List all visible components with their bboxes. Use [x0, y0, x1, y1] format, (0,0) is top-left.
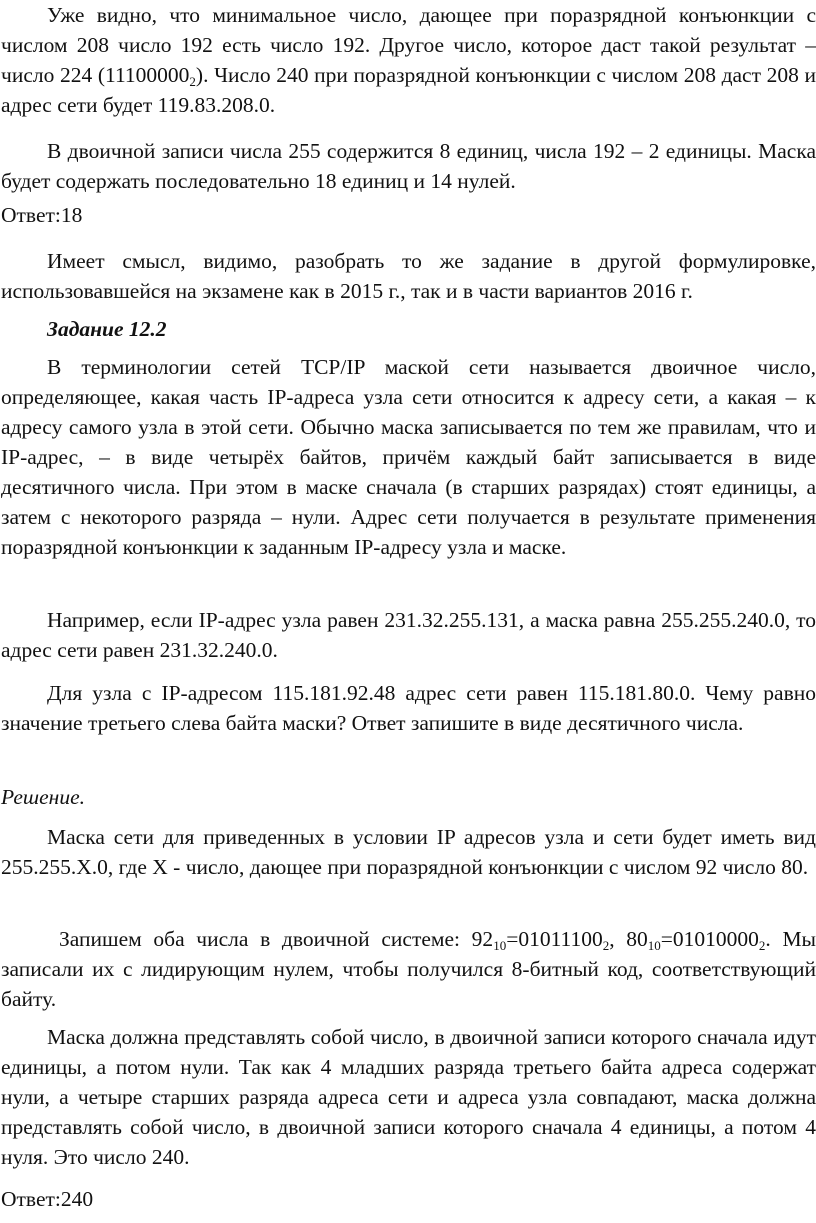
- paragraph-mask-form: Маска сети для приведенных в условии IP адресов узла и сети будет иметь вид 255.255.X.0, где X - число, дающее при поразрядной конъюнкции с числом 92 число 80.: [1, 825, 816, 879]
- solution-label: Решение.: [1, 785, 86, 809]
- paragraph-mask-reasoning: Маска должна представлять собой число, в двоичной записи которого сначала идут единицы, а потом нули. Так как 4 младших разряда третьего байта адреса содержат нули, а четыре старших разряда адреса сети и адреса узла совпадают, маска должна представлять собой число, в двоичной записи которого сначала 4 единицы, а потом 4 нуля. Это число 240.: [1, 1025, 816, 1169]
- paragraph-example: Например, если IP-адрес узла равен 231.32.255.131, а маска равна 255.255.240.0, то адрес сети равен 231.32.240.0.: [1, 608, 816, 662]
- paragraph-alternate-formulation: Имеет смысл, видимо, разобрать то же задание в другой формулировке, использовавшейся на экзамене как в 2015 г., так и в части вариантов 2016 г.: [1, 249, 816, 303]
- paragraph-conjunction-explanation: Уже видно, что минимальное число, дающее при поразрядной конъюнкции с числом 208 число 192 есть число 192. Другое число, которое даст такой результат – число 224 $(11100000_2)$. Число 240 при поразрядной конъюнкции с числом 208 даст 208 и адрес сети будет 119.83.208.0.: [1, 3, 816, 117]
- answer-240: Ответ:240: [1, 1187, 94, 1211]
- paragraph-binary-notation: Запишем оба числа в двоичной системе: $92_{10}=01011100_2$, $80_{10}=01010000_2$. Мы записали их с лидирующим нулем, чтобы получился 8-битный код, соответствующий байту.: [1, 927, 816, 1011]
- paragraph-mask-ones: В двоичной записи числа 255 содержится 8 единиц, числа 192 – 2 единицы. Маска будет содержать последовательно 18 единиц и 14 нулей.: [1, 139, 816, 193]
- answer-18: Ответ:18: [1, 203, 83, 227]
- paragraph-question: Для узла с IP-адресом 115.181.92.48 адрес сети равен 115.181.80.0. Чему равно значение третьего слева байта маски? Ответ запишите в виде десятичного числа.: [1, 681, 816, 735]
- task-heading: Задание 12.2: [47, 317, 167, 341]
- paragraph-mask-definition: В терминологии сетей TCP/IP маской сети называется двоичное число, определяющее, какая часть IP-адреса узла сети относится к адресу сети, а какая – к адресу самого узла в этой сети. Обычно маска записывается по тем же правилам, что и IP-адрес, – в виде четырёх байтов, причём каждый байт записывается в виде десятичного числа. При этом в маске сначала (в старших разрядах) стоят единицы, а затем с некоторого разряда – нули. Адрес сети получается в результате применения поразрядной конъюнкции к заданным IP-адресу узла и маске.: [1, 355, 816, 559]
